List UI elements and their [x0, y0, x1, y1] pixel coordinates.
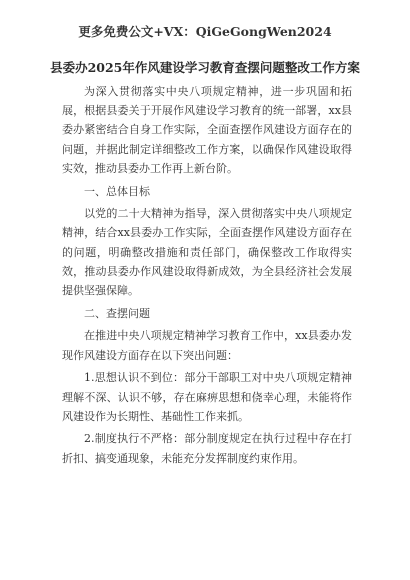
section-heading-overall-goal: 一、总体目标 — [84, 184, 150, 198]
overall-goal-paragraph: 以党的二十大精神为指导，深入贯彻落实中央八项规定精神，结合xx县委办工作实际，全面查摆作风建设方面存在的问题，明确整改措施和责任部门，确保整改工作取得实效，推动县委办作风建设取得新成效，为全县经济社会发展提供坚强保障。 — [62, 207, 352, 298]
watermark-header: 更多免费公文+VX：QiGeGongWen2024 — [78, 24, 332, 39]
intro-paragraph: 为深入贯彻落实中央八项规定精神，进一步巩固和拓展，根据县委关于开展作风建设学习教育的统一部署，xx县委办紧密结合自身工作实际，全面查摆作风建设方面存在的问题，并据此制定详细整改工作方案，以确保作风建设取得实效，推动县委办工作再上新台阶。 — [62, 85, 352, 175]
problem-item-2: 2.制度执行不严格：部分制度规定在执行过程中存在打折扣、搞变通现象，未能充分发挥制度约束作用。 — [62, 432, 352, 465]
section-heading-problems: 二、查摆问题 — [84, 306, 150, 320]
problems-intro-paragraph: 在推进中央八项规定精神学习教育工作中，xx县委办发现作风建设方面存在以下突出问题： — [62, 329, 352, 362]
document-body — [62, 82, 352, 471]
problem-item-1: 1.思想认识不到位：部分干部职工对中央八项规定精神理解不深、认识不够，存在麻痹思想和侥幸心理，未能将作风建设作为长期性、基础性工作来抓。 — [62, 371, 352, 423]
document-title: 县委办2025年作风建设学习教育查摆问题整改工作方案 — [50, 60, 360, 75]
